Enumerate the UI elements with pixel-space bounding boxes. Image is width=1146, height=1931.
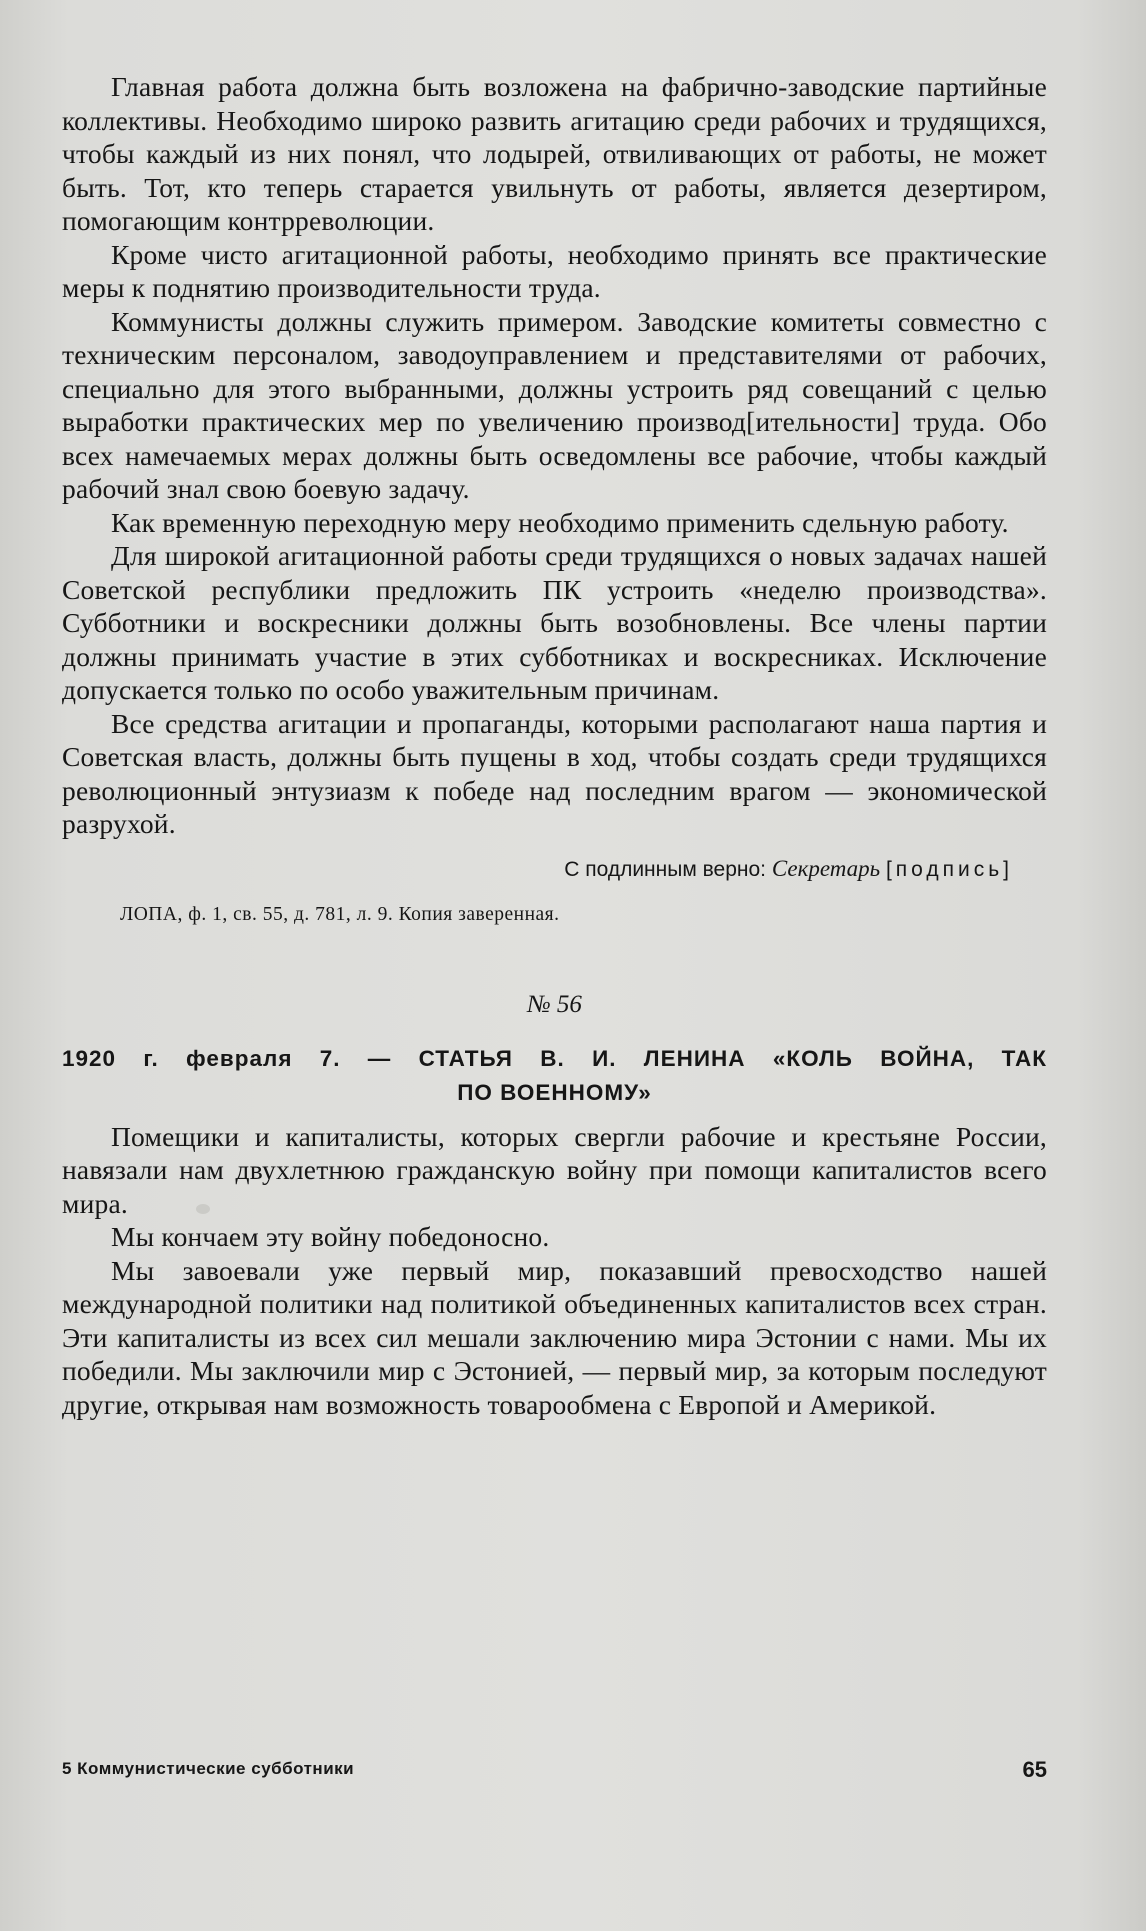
article-paragraph-3: Мы завоевали уже первый мир, показавший превосходство нашей международной политики над политикой объединенных капиталистов всех стран. Эти капиталисты из всех сил мешали заключению мира Эстонии с нами. Мы их победили. Мы заключили мир с Эстонией, — первый мир, за которым последуют другие, открывая нам возможность товарообмена с Европой и Америкой. — [62, 1254, 1047, 1420]
paragraph-6: Все средства агитации и пропаганды, которыми располагают наша партия и Советская власть, должны быть пущены в ход, чтобы создать среди трудящихся революционный энтузиазм к победе над последним врагом — экономической разрухой. — [62, 707, 1047, 839]
document-number: № 56 — [527, 990, 582, 1018]
paragraph-4: Как временную переходную меру необходимо применить сдельную работу. — [111, 506, 1009, 538]
article-body — [62, 1120, 1047, 1422]
article-paragraph-1: Помещики и капиталисты, которых свергли рабочие и крестьяне России, навязали нам двухлетнюю гражданскую войну при помощи капиталистов всего мира. — [62, 1120, 1047, 1219]
page-number: 65 — [1022, 1757, 1047, 1782]
signature-mark: [подпись] — [885, 857, 1013, 881]
paragraph-3: Коммунисты должны служить примером. Заводские комитеты совместно с техническим персоналом, заводоуправлением и представителями от рабочих, специально для этого выбранными, должны устроить ряд совещаний с целью выработки практических мер по увеличению производ[ительности] труда. Обо всех намечаемых мерах должны быть осведомлены все рабочие, чтобы каждый рабочий знал свою боевую задачу. — [62, 305, 1047, 504]
page-content — [62, 70, 1047, 1421]
paragraph-1: Главная работа должна быть возложена на фабрично-заводские партийные коллективы. Необходимо широко развить агитацию среди рабочих и трудящихся, чтобы каждый из них понял, что лодырей, отвиливающих от работы, не может быть. Тот, кто теперь старается увильнуть от работы, является дезертиром, помогающим контрреволюции. — [62, 71, 1047, 236]
certification-prefix: С подлинным верно: — [564, 857, 767, 881]
document-heading — [62, 1042, 1047, 1110]
archive-reference: ЛОПА, ф. 1, св. 55, д. 781, л. 9. Копия заверенная. — [120, 903, 560, 925]
page-footer — [62, 1757, 1047, 1787]
footer-signature-mark: 5 Коммунистические субботники — [62, 1759, 355, 1778]
paragraph-2: Кроме чисто агитационной работы, необходимо принять все практические меры к поднятию производительности труда. — [62, 238, 1047, 303]
certification-role: Секретарь — [771, 855, 881, 881]
document-heading-line-1: 1920 г. февраля 7. — СТАТЬЯ В. И. ЛЕНИНА «КОЛЬ ВОЙНА, ТАК — [62, 1045, 1047, 1071]
certification-line — [62, 855, 1047, 884]
article-paragraph-2: Мы кончаем эту войну победоносно. — [111, 1221, 550, 1252]
document-heading-line-2: ПО ВОЕННОМУ» — [457, 1079, 652, 1105]
paragraph-5: Для широкой агитационной работы среди трудящихся о новых задачах нашей Советской республики предложить ПК устроить «неделю производства». Субботники и воскресники должны быть возобновлены. Все члены партии должны принимать участие в этих субботниках и воскресниках. Исключение допускается только по особо уважительным причинам. — [62, 540, 1047, 705]
